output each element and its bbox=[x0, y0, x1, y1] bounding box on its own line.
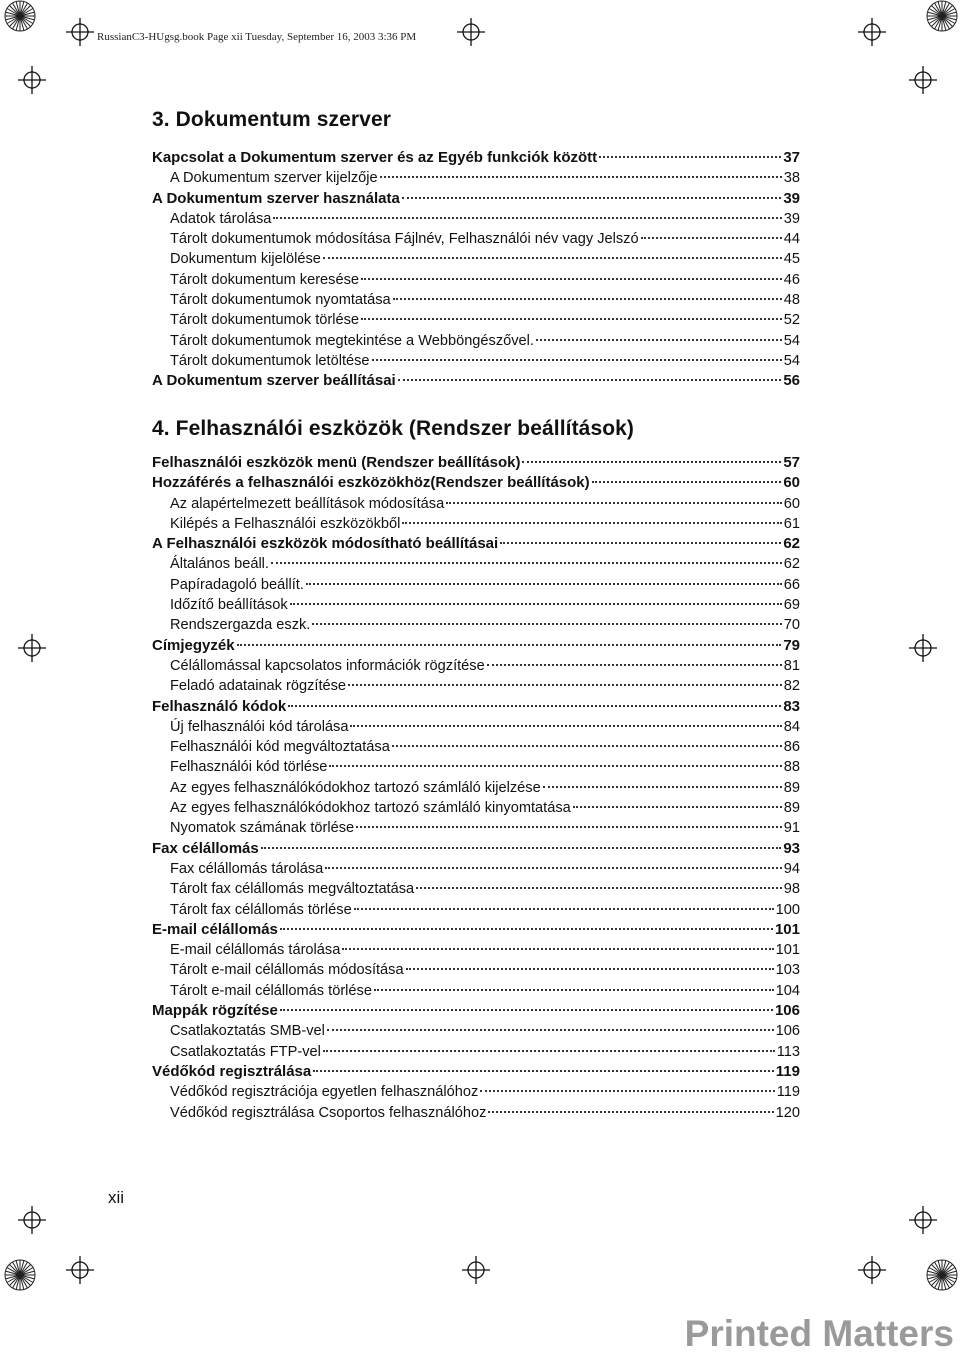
toc-entry-title: Új felhasználói kód tárolása bbox=[170, 718, 349, 735]
toc-entry-title: Feladó adatainak rögzítése bbox=[170, 678, 347, 695]
dot-leader bbox=[290, 603, 782, 605]
starburst-icon bbox=[5, 1260, 35, 1290]
toc-entry[interactable] bbox=[152, 737, 800, 757]
toc-entry[interactable] bbox=[152, 778, 800, 798]
toc-entry[interactable] bbox=[152, 1103, 800, 1123]
crosshair-icon bbox=[909, 1206, 937, 1234]
toc-entry-page: 89 bbox=[783, 800, 800, 817]
toc-entry-page: 62 bbox=[783, 535, 800, 553]
toc-entry-page: 69 bbox=[783, 597, 800, 614]
registration-mark bbox=[457, 18, 485, 46]
toc-entry-title: Tárolt fax célállomás törlése bbox=[170, 901, 352, 918]
dot-leader bbox=[380, 176, 782, 178]
toc-entry[interactable] bbox=[152, 1001, 800, 1021]
toc-entry-page: 106 bbox=[775, 1023, 800, 1040]
toc-entry-page: 57 bbox=[783, 454, 800, 471]
toc-entry-title: Célállomással kapcsolatos információk rögzítése bbox=[170, 657, 485, 674]
registration-mark bbox=[858, 1256, 886, 1284]
crosshair-icon bbox=[909, 634, 937, 662]
dot-leader bbox=[288, 705, 781, 707]
toc-entry[interactable] bbox=[152, 636, 800, 656]
toc-entry-page: 93 bbox=[783, 839, 800, 857]
starburst-mark-bottom-right bbox=[918, 1255, 960, 1295]
registration-mark bbox=[909, 634, 937, 662]
chapter-3-title: 3. Dokumentum szerver bbox=[152, 108, 392, 131]
toc-entry-page: 46 bbox=[783, 271, 800, 288]
toc-entry-title: E-mail célállomás tárolása bbox=[170, 942, 341, 959]
toc-entry-title: Tárolt fax célállomás megváltoztatása bbox=[170, 881, 415, 898]
toc-entry-page: 52 bbox=[783, 312, 800, 329]
crosshair-icon bbox=[858, 18, 886, 46]
toc-entry[interactable] bbox=[152, 209, 800, 229]
toc-entry-page: 94 bbox=[783, 860, 800, 877]
toc-entry-page: 86 bbox=[783, 739, 800, 756]
toc-entry-page: 119 bbox=[775, 1062, 800, 1080]
dot-leader bbox=[446, 502, 782, 504]
toc-entry-title: Az egyes felhasználókódokhoz tartozó számláló kinyomtatása bbox=[170, 800, 571, 817]
toc-entry-page: 60 bbox=[783, 495, 800, 512]
toc-entry-page: 100 bbox=[775, 901, 800, 918]
toc-entry-title: Védőkód regisztrációja egyetlen felhasználóhoz bbox=[170, 1084, 479, 1101]
toc-entry[interactable] bbox=[152, 229, 800, 249]
toc-entry[interactable] bbox=[152, 331, 800, 351]
toc-entry[interactable] bbox=[152, 757, 800, 777]
dot-leader bbox=[402, 522, 781, 524]
dot-leader bbox=[323, 1050, 775, 1052]
print-header: RussianC3-HUgsg.book Page xii Tuesday, September 16, 2003 3:36 PM bbox=[97, 31, 417, 43]
toc-entry-title: Csatlakoztatás SMB-vel bbox=[170, 1023, 325, 1040]
dot-leader bbox=[280, 928, 773, 930]
crosshair-icon bbox=[66, 1256, 94, 1284]
toc-entry-title: Tárolt dokumentumok nyomtatása bbox=[170, 292, 391, 309]
toc-entry-page: 79 bbox=[783, 636, 800, 654]
dot-leader bbox=[313, 1070, 774, 1072]
registration-mark bbox=[66, 1256, 94, 1284]
toc-entry-page: 106 bbox=[774, 1002, 800, 1020]
toc-entry[interactable] bbox=[152, 371, 800, 391]
toc-entry-title: A Dokumentum szerver kijelzője bbox=[170, 170, 378, 187]
toc-entry-page: 56 bbox=[783, 372, 800, 390]
toc-entry-page: 120 bbox=[775, 1104, 800, 1121]
toc-entry-page: 88 bbox=[783, 759, 800, 776]
toc-entry[interactable] bbox=[152, 676, 800, 696]
toc-entry-page: 60 bbox=[783, 474, 800, 492]
dot-leader bbox=[641, 237, 782, 239]
dot-leader bbox=[416, 887, 782, 889]
registration-mark bbox=[18, 634, 46, 662]
toc-entry-page: 61 bbox=[783, 515, 800, 532]
registration-mark bbox=[858, 18, 886, 46]
toc-entry[interactable] bbox=[152, 1082, 800, 1102]
registration-mark bbox=[909, 1206, 937, 1234]
toc-entry[interactable] bbox=[152, 859, 800, 879]
starburst-icon bbox=[927, 1260, 957, 1290]
registration-mark bbox=[18, 66, 46, 94]
dot-leader bbox=[599, 156, 781, 158]
toc-entry-title: Tárolt dokumentumok törlése bbox=[170, 312, 359, 329]
toc-entry[interactable] bbox=[152, 270, 800, 290]
toc-entry[interactable] bbox=[152, 453, 800, 473]
dot-leader bbox=[406, 968, 774, 970]
starburst-mark-top-left bbox=[0, 0, 42, 36]
toc-entry-page: 113 bbox=[776, 1043, 800, 1060]
dot-leader bbox=[237, 644, 782, 646]
toc-entry-title: Adatok tárolása bbox=[170, 210, 272, 227]
toc-entry-title: Dokumentum kijelölése bbox=[170, 251, 321, 268]
toc-entry[interactable] bbox=[152, 615, 800, 635]
toc-entry[interactable] bbox=[152, 310, 800, 330]
toc-entry-title: A Dokumentum szerver használata bbox=[152, 189, 400, 207]
toc-entry-title: Címjegyzék bbox=[152, 636, 235, 654]
toc-entry-title: E-mail célállomás bbox=[152, 920, 278, 938]
toc-entry-title: Felhasználói kód törlése bbox=[170, 759, 328, 776]
toc-entry[interactable] bbox=[152, 534, 800, 554]
chapter-4-toc bbox=[152, 453, 800, 1123]
dot-leader bbox=[280, 1009, 773, 1011]
toc-entry-title: Tárolt dokumentumok megtekintése a Webböngészővel. bbox=[170, 332, 534, 349]
toc-entry-page: 48 bbox=[783, 292, 800, 309]
watermark-text: Printed Matters bbox=[684, 1313, 954, 1354]
toc-entry-page: 66 bbox=[783, 576, 800, 593]
registration-mark bbox=[462, 1256, 490, 1284]
toc-entry[interactable] bbox=[152, 575, 800, 595]
toc-entry-title: Csatlakoztatás FTP-vel bbox=[170, 1043, 321, 1060]
toc-entry-page: 103 bbox=[775, 962, 800, 979]
dot-leader bbox=[306, 583, 782, 585]
toc-entry[interactable] bbox=[152, 839, 800, 859]
toc-entry[interactable] bbox=[152, 554, 800, 574]
toc-entry-title: Időzítő beállítások bbox=[170, 597, 288, 614]
dot-leader bbox=[543, 786, 782, 788]
page-number: xii bbox=[108, 1188, 125, 1207]
toc-entry[interactable] bbox=[152, 900, 800, 920]
dot-leader bbox=[327, 1029, 774, 1031]
toc-entry[interactable] bbox=[152, 981, 800, 1001]
toc-entry[interactable] bbox=[152, 189, 800, 209]
toc-entry[interactable] bbox=[152, 351, 800, 371]
toc-entry-title: Tárolt dokumentum keresése bbox=[170, 271, 359, 288]
toc-entry-title: Az egyes felhasználókódokhoz tartozó számláló kijelzése bbox=[170, 779, 541, 796]
toc-entry-title: Hozzáférés a felhasználói eszközökhöz(Rendszer beállítások) bbox=[152, 474, 590, 492]
toc-entry-page: 70 bbox=[783, 617, 800, 634]
dot-leader bbox=[271, 562, 782, 564]
toc-entry[interactable] bbox=[152, 473, 800, 493]
toc-entry-page: 83 bbox=[783, 697, 800, 715]
toc-entry-title: Fax célállomás bbox=[152, 839, 259, 857]
toc-entry-page: 84 bbox=[783, 718, 800, 735]
toc-entry[interactable] bbox=[152, 920, 800, 940]
dot-leader bbox=[392, 745, 782, 747]
toc-entry[interactable] bbox=[152, 656, 800, 676]
toc-entry-page: 82 bbox=[783, 678, 800, 695]
dot-leader bbox=[536, 339, 782, 341]
toc-entry-page: 37 bbox=[783, 149, 800, 166]
dot-leader bbox=[488, 1111, 773, 1113]
toc-entry-title: Felhasználói eszközök menü (Rendszer beállítások) bbox=[152, 454, 521, 471]
dot-leader bbox=[273, 217, 781, 219]
toc-entry-title: A Dokumentum szerver beállításai bbox=[152, 372, 396, 390]
registration-mark bbox=[66, 18, 94, 46]
toc-entry-title: Felhasználói kód megváltoztatása bbox=[170, 739, 390, 756]
crosshair-icon bbox=[18, 66, 46, 94]
dot-leader bbox=[480, 1090, 774, 1092]
toc-entry-title: Védőkód regisztrálása bbox=[152, 1062, 312, 1080]
dot-leader bbox=[374, 989, 774, 991]
toc-entry-page: 89 bbox=[783, 779, 800, 796]
dot-leader bbox=[342, 948, 773, 950]
toc-entry[interactable] bbox=[152, 1042, 800, 1062]
dot-leader bbox=[325, 867, 781, 869]
toc-entry-page: 45 bbox=[783, 251, 800, 268]
toc-entry-title: Tárolt dokumentumok letöltése bbox=[170, 352, 370, 369]
crosshair-icon bbox=[66, 18, 94, 46]
dot-leader bbox=[356, 826, 782, 828]
toc-entry-title: Nyomatok számának törlése bbox=[170, 820, 355, 837]
chapter-4-title: 4. Felhasználói eszközök (Rendszer beállítások) bbox=[152, 417, 635, 440]
toc-entry-title: A Felhasználói eszközök módosítható beállításai bbox=[152, 535, 499, 553]
dot-leader bbox=[573, 806, 782, 808]
toc-entry[interactable] bbox=[152, 494, 800, 514]
toc-entry[interactable] bbox=[152, 249, 800, 269]
toc-entry-title: Felhasználó kódok bbox=[152, 697, 287, 715]
dot-leader bbox=[487, 664, 782, 666]
toc-entry[interactable] bbox=[152, 595, 800, 615]
toc-entry-page: 104 bbox=[775, 982, 800, 999]
registration-mark bbox=[18, 1206, 46, 1234]
toc-entry-page: 38 bbox=[783, 170, 800, 187]
dot-leader bbox=[348, 684, 782, 686]
toc-entry[interactable] bbox=[152, 290, 800, 310]
starburst-icon bbox=[5, 1, 35, 31]
dot-leader bbox=[329, 765, 781, 767]
toc-entry-title: Kapcsolat a Dokumentum szerver és az Egyéb funkciók között bbox=[152, 149, 598, 166]
crosshair-icon bbox=[18, 1206, 46, 1234]
toc-entry-title: Tárolt e-mail célállomás módosítása bbox=[170, 962, 404, 979]
toc-entry[interactable] bbox=[152, 960, 800, 980]
toc-entry-page: 81 bbox=[783, 657, 800, 674]
dot-leader bbox=[500, 542, 781, 544]
toc-entry[interactable] bbox=[152, 717, 800, 737]
toc-entry[interactable] bbox=[152, 168, 800, 188]
crosshair-icon bbox=[18, 634, 46, 662]
toc-entry[interactable] bbox=[152, 697, 800, 717]
dot-leader bbox=[393, 298, 782, 300]
toc-entry-title: Rendszergazda eszk. bbox=[170, 617, 311, 634]
toc-entry-page: 101 bbox=[775, 942, 800, 959]
toc-entry[interactable] bbox=[152, 879, 800, 899]
dot-leader bbox=[361, 278, 782, 280]
dot-leader bbox=[398, 379, 782, 381]
toc-entry-page: 44 bbox=[783, 231, 800, 248]
toc-entry-title: Az alapértelmezett beállítások módosítása bbox=[170, 495, 445, 512]
toc-entry-page: 54 bbox=[783, 332, 800, 349]
toc-entry-page: 62 bbox=[783, 556, 800, 573]
toc-entry[interactable] bbox=[152, 818, 800, 838]
registration-mark bbox=[909, 66, 937, 94]
dot-leader bbox=[522, 461, 781, 463]
toc-entry-title: Kilépés a Felhasználói eszközökből bbox=[170, 515, 401, 532]
crosshair-icon bbox=[909, 66, 937, 94]
toc-entry-page: 101 bbox=[774, 920, 800, 938]
toc-entry-title: Mappák rögzítése bbox=[152, 1002, 278, 1020]
toc-entry-page: 98 bbox=[783, 881, 800, 898]
dot-leader bbox=[323, 257, 782, 259]
dot-leader bbox=[350, 725, 781, 727]
toc-entry-title: Tárolt e-mail célállomás törlése bbox=[170, 982, 372, 999]
toc-entry-page: 91 bbox=[783, 820, 800, 837]
dot-leader bbox=[361, 318, 782, 320]
crosshair-icon bbox=[462, 1256, 490, 1284]
toc-entry-page: 39 bbox=[783, 210, 800, 227]
dot-leader bbox=[354, 908, 774, 910]
toc-entry-title: Általános beáll. bbox=[170, 556, 269, 573]
toc-entry-title: Papíradagoló beállít. bbox=[170, 576, 304, 593]
toc-entry[interactable] bbox=[152, 1062, 800, 1082]
toc-entry-page: 119 bbox=[776, 1084, 800, 1101]
toc-entry[interactable] bbox=[152, 148, 800, 168]
dot-leader bbox=[402, 197, 781, 199]
crosshair-icon bbox=[858, 1256, 886, 1284]
crosshair-icon bbox=[457, 18, 485, 46]
toc-entry[interactable] bbox=[152, 1021, 800, 1041]
dot-leader bbox=[261, 847, 782, 849]
toc-entry-page: 39 bbox=[783, 189, 800, 207]
dot-leader bbox=[312, 623, 781, 625]
starburst-mark-top-right bbox=[918, 0, 960, 36]
dot-leader bbox=[372, 359, 782, 361]
starburst-mark-bottom-left bbox=[0, 1255, 42, 1295]
dot-leader bbox=[592, 481, 782, 483]
toc-entry-title: Fax célállomás tárolása bbox=[170, 860, 324, 877]
starburst-icon bbox=[927, 1, 957, 31]
toc-entry[interactable] bbox=[152, 514, 800, 534]
chapter-3-toc bbox=[152, 148, 800, 392]
toc-entry[interactable] bbox=[152, 798, 800, 818]
toc-entry-page: 54 bbox=[783, 352, 800, 369]
toc-entry-title: Tárolt dokumentumok módosítása Fájlnév, Felhasználói név vagy Jelszó bbox=[170, 231, 639, 248]
toc-entry-title: Védőkód regisztrálása Csoportos felhasználóhoz bbox=[170, 1104, 487, 1121]
toc-entry[interactable] bbox=[152, 940, 800, 960]
